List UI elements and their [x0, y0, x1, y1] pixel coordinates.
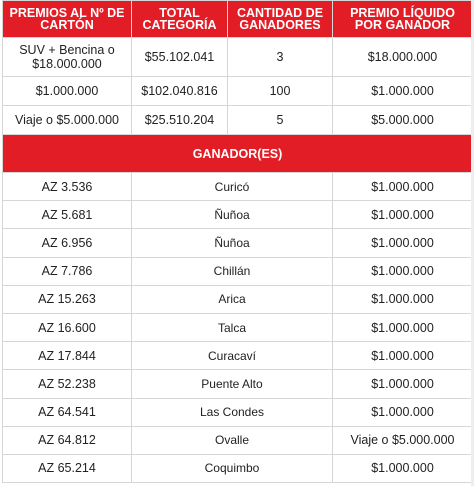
- prize-name: $1.000.000: [3, 77, 132, 106]
- winner-city: Arica: [132, 285, 333, 313]
- winner-prize: $1.000.000: [333, 229, 473, 257]
- winner-card: AZ 3.536: [3, 173, 132, 201]
- prize-winner-count: 5: [228, 106, 333, 135]
- winner-city: Puente Alto: [132, 370, 333, 398]
- prize-total: $102.040.816: [132, 77, 228, 106]
- winner-prize: $1.000.000: [333, 173, 473, 201]
- prize-net: $18.000.000: [333, 38, 473, 77]
- prize-winner-count: 100: [228, 77, 333, 106]
- prize-row: [3, 77, 473, 106]
- winner-city: Talca: [132, 313, 333, 341]
- winner-city: Curacaví: [132, 342, 333, 370]
- winner-prize: Viaje o $5.000.000: [333, 426, 473, 454]
- winner-card: AZ 15.263: [3, 285, 132, 313]
- winner-card: AZ 6.956: [3, 229, 132, 257]
- table-header-row: [3, 1, 473, 38]
- winner-row: [3, 370, 473, 398]
- prize-net: $1.000.000: [333, 77, 473, 106]
- winner-row: [3, 454, 473, 482]
- winner-row: [3, 229, 473, 257]
- winner-row: [3, 285, 473, 313]
- winner-city: Chillán: [132, 257, 333, 285]
- header-net-prize: PREMIO LÍQUIDO POR GANADOR: [333, 1, 473, 38]
- winner-card: AZ 17.844: [3, 342, 132, 370]
- prize-net: $5.000.000: [333, 106, 473, 135]
- winner-prize: $1.000.000: [333, 313, 473, 341]
- winners-section-title: GANADOR(ES): [3, 135, 473, 173]
- winner-prize: $1.000.000: [333, 398, 473, 426]
- winner-city: Curicó: [132, 173, 333, 201]
- winner-row: [3, 313, 473, 341]
- winner-card: AZ 64.812: [3, 426, 132, 454]
- winner-row: [3, 342, 473, 370]
- winner-row: [3, 398, 473, 426]
- winner-row: [3, 201, 473, 229]
- winner-city: Coquimbo: [132, 454, 333, 482]
- winner-row: [3, 426, 473, 454]
- winner-prize: $1.000.000: [333, 370, 473, 398]
- header-prize-per-card: PREMIOS AL Nº DE CARTÓN: [3, 1, 132, 38]
- winner-card: AZ 52.238: [3, 370, 132, 398]
- prize-name: SUV + Bencina o $18.000.000: [3, 38, 132, 77]
- winner-prize: $1.000.000: [333, 285, 473, 313]
- winner-city: Ovalle: [132, 426, 333, 454]
- header-winner-count: CANTIDAD DE GANADORES: [228, 1, 333, 38]
- prize-winner-count: 3: [228, 38, 333, 77]
- winner-prize: $1.000.000: [333, 201, 473, 229]
- winner-prize: $1.000.000: [333, 257, 473, 285]
- winner-city: Ñuñoa: [132, 201, 333, 229]
- winner-prize: $1.000.000: [333, 454, 473, 482]
- winner-row: [3, 173, 473, 201]
- winner-card: AZ 64.541: [3, 398, 132, 426]
- prize-row: [3, 106, 473, 135]
- winner-card: AZ 7.786: [3, 257, 132, 285]
- winner-prize: $1.000.000: [333, 342, 473, 370]
- winner-card: AZ 65.214: [3, 454, 132, 482]
- winner-row: [3, 257, 473, 285]
- winners-section-header: [3, 135, 473, 173]
- prize-table: [2, 0, 473, 483]
- prize-row: [3, 38, 473, 77]
- prize-total: $25.510.204: [132, 106, 228, 135]
- winner-card: AZ 5.681: [3, 201, 132, 229]
- prize-total: $55.102.041: [132, 38, 228, 77]
- winner-card: AZ 16.600: [3, 313, 132, 341]
- header-category-total: TOTAL CATEGORÍA: [132, 1, 228, 38]
- winner-city: Las Condes: [132, 398, 333, 426]
- winner-city: Ñuñoa: [132, 229, 333, 257]
- prize-name: Viaje o $5.000.000: [3, 106, 132, 135]
